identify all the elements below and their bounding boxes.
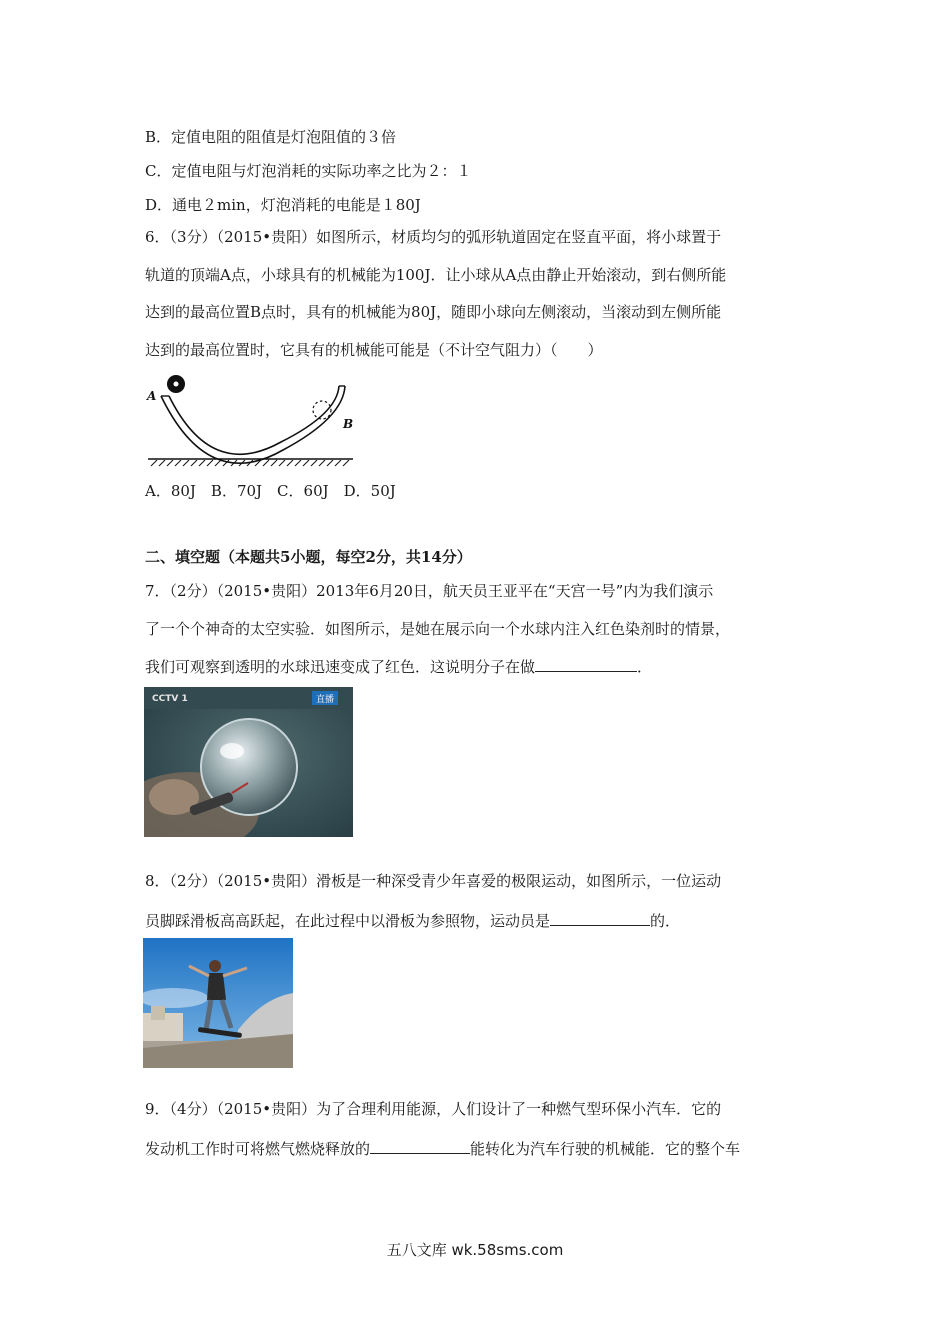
section-2-title: 二、填空题（本题共5小题，每空2分，共14分）: [145, 548, 472, 566]
page-footer: 五八文库 wk.58sms.com: [386, 1241, 564, 1259]
q9-answer-blank[interactable]: [370, 1137, 470, 1154]
q8-answer-blank[interactable]: [550, 909, 650, 926]
q9-line-2: [145, 1137, 740, 1159]
q9-line-1: 9．（4分）（2015•贵阳）为了合理利用能源，人们设计了一种燃气型环保小汽车．它的: [145, 1100, 722, 1118]
q7-line-1: 7．（2分）（2015•贵阳）2013年6月20日，航天员王亚平在“天宫一号”内为我们演示: [145, 582, 714, 600]
q6-line-1: 6．（3分）（2015•贵阳）如图所示，材质均匀的弧形轨道固定在竖直平面，将小球置于: [145, 228, 722, 246]
q6-line-3: 达到的最高位置B点时，具有的机械能为80J，随即小球向左侧滚动，当滚动到左侧所能: [145, 303, 722, 321]
q5-option-d: D．通电２min，灯泡消耗的电能是１80J: [145, 196, 421, 214]
q7-answer-blank[interactable]: [535, 655, 637, 672]
arc-track-figure: [143, 368, 358, 468]
q7-line-3-end: ．: [637, 658, 653, 676]
q7-line-3: [145, 655, 652, 677]
q7-line-3-text: 我们可观察到透明的水球迅速变成了红色．这说明分子在做: [145, 658, 536, 676]
q5-option-b: B．定值电阻的阻值是灯泡阻值的３倍: [145, 128, 397, 146]
cctv-logo: CCTV 1: [152, 694, 188, 704]
q7-line-2: 了一个个神奇的太空实验．如图所示，是她在展示向一个水球内注入红色染剂时的情景，: [145, 620, 731, 638]
q9-line-2-text: 发动机工作时可将燃气燃烧释放的: [145, 1140, 371, 1158]
q6-line-2: 轨道的顶端A点，小球具有的机械能为100J．让小球从A点由静止开始滚动，到右侧所能: [145, 266, 727, 284]
q5-option-c: C．定值电阻与灯泡消耗的实际功率之比为２：１: [145, 162, 472, 180]
q8-line-1: 8．（2分）（2015•贵阳）滑板是一种深受青少年喜爱的极限运动，如图所示，一位运动: [145, 872, 722, 890]
label-a: A: [147, 389, 157, 403]
live-badge: 直播: [315, 695, 335, 705]
q8-line-2-end: 的．: [650, 912, 681, 930]
q6-options: A．80J B．70J C．60J D．50J: [145, 482, 396, 500]
q8-line-2: [145, 909, 680, 931]
q6-line-4: 达到的最高位置时，它具有的机械能可能是（不计空气阻力）（ ）: [145, 341, 603, 359]
q8-line-2-text: 员脚踩滑板高高跃起，在此过程中以滑板为参照物，运动员是: [145, 912, 551, 930]
water-ball-photo: [144, 687, 353, 837]
skateboarder-photo: [143, 938, 293, 1068]
q9-line-2-end: 能转化为汽车行驶的机械能．它的整个车: [470, 1140, 741, 1158]
label-b: B: [343, 417, 354, 431]
